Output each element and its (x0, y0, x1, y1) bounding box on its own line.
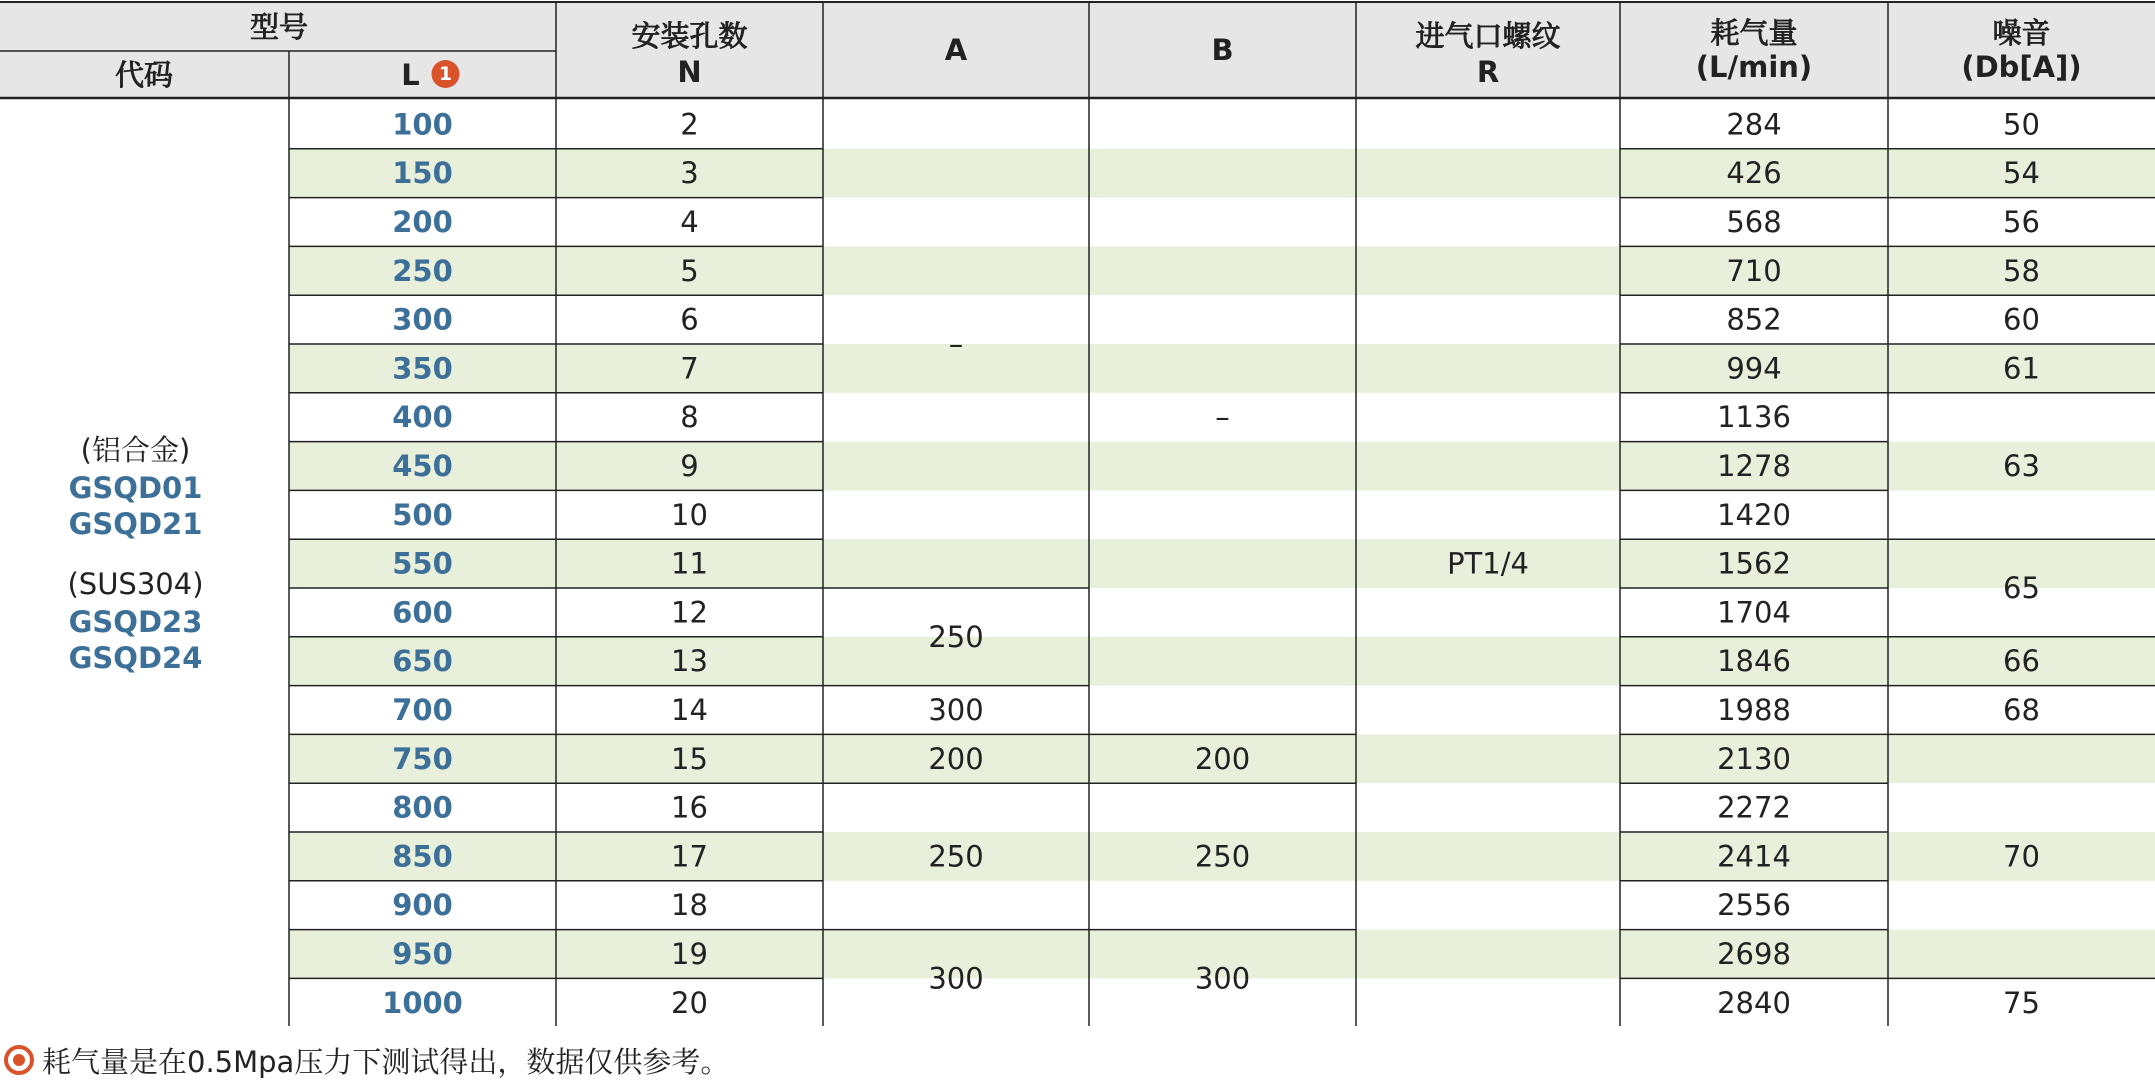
cell-holes: 20 (671, 985, 708, 1020)
row-stripe (289, 637, 2155, 686)
cell-noise: 54 (2003, 156, 2040, 191)
header-holes: 安装孔数 (631, 19, 748, 53)
cell-noise: 50 (2003, 107, 2040, 142)
code-item: GSQD21 (68, 507, 203, 541)
cell-air: 1420 (1717, 497, 1791, 532)
cell-length: 950 (392, 937, 453, 971)
header-noise: 噪音 (1992, 16, 2051, 50)
header-length: L (401, 58, 420, 92)
header-code: 代码 (114, 58, 174, 92)
header-holes-symbol: N (677, 55, 702, 89)
cell-air: 284 (1726, 107, 1782, 142)
cell-a: 250 (928, 619, 984, 654)
row-stripe (289, 539, 2155, 588)
code-group-label: (SUS304) (67, 567, 204, 601)
cell-noise: 56 (2003, 205, 2040, 239)
cell-holes: 16 (671, 790, 708, 825)
cell-air: 426 (1726, 156, 1782, 191)
cell-air: 2272 (1717, 790, 1791, 825)
cell-air: 2556 (1717, 888, 1791, 923)
cell-length: 300 (392, 302, 453, 337)
cell-holes: 17 (671, 839, 708, 874)
cell-holes: 18 (671, 888, 708, 923)
cell-holes: 11 (671, 546, 708, 581)
row-stripe (289, 149, 2155, 198)
bullet-circle-icon (4, 1045, 34, 1075)
cell-a: 200 (928, 741, 984, 776)
cell-length: 900 (392, 888, 453, 923)
cell-holes: 14 (671, 693, 708, 727)
cell-a: 250 (928, 839, 984, 874)
header-background (0, 2, 2155, 98)
cell-length: 450 (392, 449, 453, 483)
header-noise-unit: (Db[A]) (1961, 50, 2082, 84)
header-inlet: 进气口螺纹 (1415, 19, 1561, 53)
cell-noise: 61 (2003, 351, 2040, 386)
cell-air: 1704 (1717, 595, 1791, 630)
cell-length: 600 (392, 595, 453, 630)
cell-inlet: PT1/4 (1447, 546, 1529, 581)
cell-noise: 70 (2003, 839, 2040, 874)
cell-holes: 10 (671, 497, 708, 532)
cell-length: 550 (392, 546, 453, 581)
cell-holes: 2 (680, 107, 699, 142)
cell-length: 1000 (382, 985, 463, 1020)
cell-noise: 68 (2003, 693, 2040, 727)
header-air-unit: (L/min) (1695, 50, 1813, 84)
cell-air: 568 (1726, 205, 1782, 239)
cell-air: 1846 (1717, 644, 1791, 679)
cell-air: 1278 (1717, 449, 1791, 483)
cell-length: 750 (392, 741, 453, 776)
cell-holes: 3 (680, 156, 699, 191)
cell-noise: 65 (2003, 571, 2040, 605)
cell-air: 2698 (1717, 937, 1791, 971)
cell-noise: 66 (2003, 644, 2040, 679)
cell-b: 200 (1194, 741, 1251, 776)
cell-air: 1562 (1717, 546, 1791, 581)
header-air: 耗气量 (1710, 16, 1798, 50)
cell-holes: 8 (680, 400, 699, 435)
cell-length: 700 (392, 693, 453, 727)
header-inlet-symbol: R (1476, 55, 1500, 89)
cell-length: 100 (392, 107, 453, 142)
cell-air: 1136 (1717, 400, 1791, 435)
cell-length: 850 (392, 839, 453, 874)
cell-holes: 15 (671, 741, 708, 776)
cell-holes: 9 (680, 449, 699, 483)
row-stripe (289, 246, 2155, 295)
cell-b: 250 (1194, 839, 1251, 874)
code-item: GSQD24 (68, 641, 203, 675)
row-stripe (289, 442, 2155, 491)
cell-b: 300 (1194, 961, 1251, 996)
cell-holes: 19 (671, 937, 708, 971)
cell-air: 852 (1726, 302, 1782, 337)
cell-length: 800 (392, 790, 453, 825)
cell-length: 250 (392, 253, 453, 288)
header-a: A (944, 33, 968, 67)
cell-length: 350 (392, 351, 453, 386)
cell-holes: 6 (680, 302, 699, 337)
cell-length: 500 (392, 497, 453, 532)
cell-length: 150 (392, 156, 453, 191)
code-group-label: (铝合金) (80, 433, 191, 467)
cell-air: 994 (1726, 351, 1782, 386)
cell-a: 300 (928, 961, 984, 996)
cell-noise: 75 (2003, 985, 2040, 1020)
cell-air: 1988 (1717, 693, 1791, 727)
cell-air: 2414 (1717, 839, 1791, 874)
cell-noise: 58 (2003, 253, 2040, 288)
cell-b: – (1215, 400, 1230, 435)
cell-holes: 13 (671, 644, 708, 679)
cell-a: 300 (928, 693, 984, 727)
cell-holes: 7 (680, 351, 699, 386)
cell-air: 710 (1726, 253, 1782, 288)
footnote (0, 1036, 729, 1084)
code-item: GSQD23 (68, 605, 203, 639)
cell-holes: 5 (680, 253, 699, 288)
code-item: GSQD01 (68, 471, 203, 505)
length-note-badge-number: 1 (438, 63, 453, 85)
cell-holes: 12 (671, 595, 708, 630)
cell-length: 650 (392, 644, 453, 679)
cell-a: – (948, 327, 964, 361)
row-stripe (289, 344, 2155, 393)
cell-length: 400 (392, 400, 453, 435)
footnote-text: 耗气量是在0.5Mpa压力下测试得出，数据仅供参考。 (42, 1044, 730, 1079)
cell-noise: 63 (2003, 449, 2040, 483)
cell-noise: 60 (2003, 302, 2040, 337)
header-b: B (1211, 33, 1234, 67)
cell-holes: 4 (680, 205, 699, 239)
header-model: 型号 (249, 10, 309, 44)
cell-air: 2840 (1717, 985, 1791, 1020)
cell-air: 2130 (1717, 741, 1791, 776)
cell-length: 200 (392, 205, 453, 239)
